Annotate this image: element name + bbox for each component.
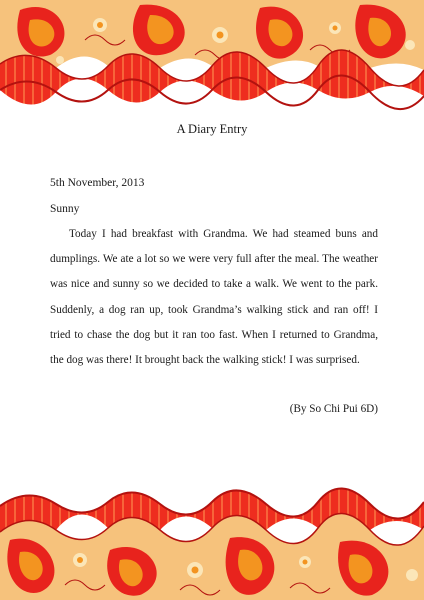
entry-date: 5th November, 2013 — [50, 177, 145, 189]
bottom-paisley-border — [0, 480, 424, 600]
entry-body: Today I had breakfast with Grandma. We had steamed buns and dumplings. We ate a lot so we were very full after the meal. The weather was nice and sunny so we decided to take a walk. We went to the park. Suddenly, a dog ran up, took Grandma’s walking stick and ran off! I tried to chase the dog but it ran too fast. When I returned to Grandma, the dog was there! It brought back the walking stick! I was surprised. — [50, 228, 378, 367]
entry-author: (By So Chi Pui 6D) — [289, 403, 378, 415]
top-paisley-border — [0, 0, 424, 120]
entry-weather: Sunny — [50, 203, 80, 215]
page-title: A Diary Entry — [176, 122, 248, 136]
